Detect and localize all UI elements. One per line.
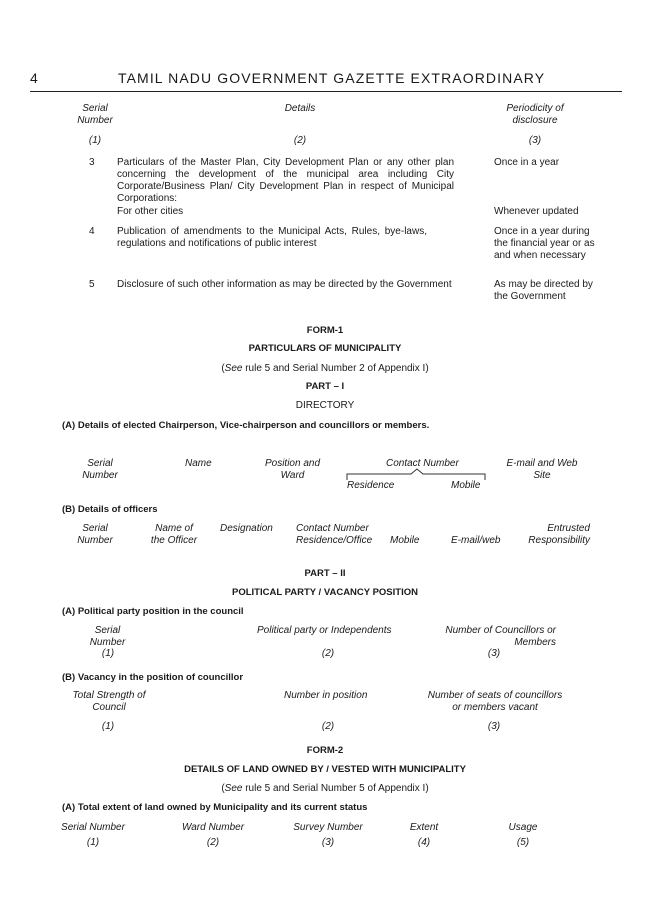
- t1-row3-details: Particulars of the Master Plan, City Development Plan or any other plan concerning the development of the municipal area including City Corporate/Business Plan/ City Development Plan in respect of Municipal Corporations:: [117, 157, 454, 204]
- t1-row4-details: Publication of amendments to the Municipal Acts, Rules, bye-laws, regulations and notifications of public interest: [117, 226, 427, 249]
- section-b-heading: (B) Details of officers: [62, 504, 158, 515]
- t1-num-3: (3): [528, 135, 542, 146]
- p2a-col-councillors: Number of Councillors or Members: [445, 625, 556, 648]
- p2a-num-2: (2): [321, 648, 335, 659]
- sa-col-position: Position and Ward: [264, 458, 321, 481]
- t1-col-serial: Serial Number: [77, 103, 113, 126]
- p2b-num-1: (1): [101, 721, 115, 732]
- p2b-col-vacant: Number of seats of councillors or members vacant: [427, 690, 563, 713]
- t1-row5-period: As may be directed by the Government: [494, 279, 593, 302]
- f2-col-usage: Usage: [508, 822, 538, 833]
- form1-rule-text: rule 5 and Serial Number 2 of Appendix I): [242, 363, 429, 374]
- sb-col-mobile: Mobile: [390, 535, 420, 546]
- p2b-num-3: (3): [487, 721, 501, 732]
- f2-num-3: (3): [321, 837, 335, 848]
- sb-col-email: E-mail/web: [451, 535, 501, 546]
- t1-col-details: Details: [284, 103, 316, 114]
- sa-col-name: Name: [185, 458, 212, 469]
- p2a-num-3: (3): [487, 648, 501, 659]
- p2b-col-position: Number in position: [284, 690, 368, 701]
- f2-col-serial: Serial Number: [61, 822, 125, 833]
- form1-subtitle: PARTICULARS OF MUNICIPALITY: [248, 343, 402, 354]
- p2a-col-serial: Serial Number: [89, 625, 126, 648]
- t1-row5-details: Disclosure of such other information as may be directed by the Government: [117, 279, 452, 290]
- header-rule: [30, 91, 622, 92]
- see-italic: See: [224, 363, 243, 374]
- part2-subtitle: POLITICAL PARTY / VACANCY POSITION: [232, 587, 418, 598]
- f2-col-ward: Ward Number: [181, 822, 245, 833]
- p2a-col-party: Political party or Independents: [257, 625, 392, 636]
- t1-col-period: Periodicity of disclosure: [506, 103, 564, 126]
- sa-col-serial: Serial Number: [82, 458, 118, 481]
- t1-row3b-period: Whenever updated: [494, 206, 579, 217]
- f2-num-1: (1): [86, 837, 100, 848]
- form1-rule-ref: (See rule 5 and Serial Number 2 of Appendix I): [221, 363, 429, 374]
- sb-col-entrusted: Entrusted Responsibility: [528, 523, 590, 546]
- p2a-heading: (A) Political party position in the council: [62, 606, 244, 617]
- form2-rule-text: rule 5 and Serial Number 5 of Appendix I): [242, 783, 429, 794]
- t1-row4-period: Once in a year during the financial year or as and when necessary: [494, 226, 595, 261]
- sb-col-designation: Designation: [220, 523, 273, 534]
- form1-title: FORM-1: [306, 325, 344, 336]
- f2-col-survey: Survey Number: [293, 822, 363, 833]
- p2b-heading: (B) Vacancy in the position of councillor: [62, 672, 244, 683]
- f2-num-5: (5): [516, 837, 530, 848]
- f2-col-extent: Extent: [409, 822, 439, 833]
- t1-row4-serial: 4: [89, 226, 95, 237]
- sb-col-contact: Contact Number Residence/Office: [296, 523, 373, 546]
- sb-col-serial: Serial Number: [77, 523, 113, 546]
- f2-num-4: (4): [417, 837, 431, 848]
- p2b-col-strength: Total Strength of Council: [72, 690, 146, 713]
- f2-num-2: (2): [206, 837, 220, 848]
- t1-row5-serial: 5: [89, 279, 95, 290]
- part2-title: PART – II: [304, 568, 346, 579]
- t1-row3-serial: 3: [89, 157, 95, 168]
- t1-num-1: (1): [88, 135, 102, 146]
- t1-row3-period: Once in a year: [494, 157, 560, 168]
- section-a-heading: (A) Details of elected Chairperson, Vice-chairperson and councillors or members.: [62, 420, 430, 431]
- sb-col-officer: Name of the Officer: [150, 523, 198, 546]
- part1-title: PART – I: [305, 381, 345, 392]
- page-number: 4: [30, 70, 38, 86]
- t1-num-2: (2): [293, 135, 307, 146]
- sa-col-email: E-mail and Web Site: [506, 458, 578, 481]
- sa-col-residence: Residence: [347, 480, 395, 491]
- t1-row3b-details: For other cities: [117, 206, 184, 217]
- p2a-num-1: (1): [101, 648, 115, 659]
- form2-title: FORM-2: [306, 745, 344, 756]
- p2b-num-2: (2): [321, 721, 335, 732]
- form2-section-a: (A) Total extent of land owned by Municipality and its current status: [62, 802, 368, 813]
- sa-col-contact: Contact Number: [386, 458, 459, 469]
- form2-subtitle: DETAILS OF LAND OWNED BY / VESTED WITH MUNICIPALITY: [184, 764, 466, 775]
- directory-label: DIRECTORY: [295, 400, 355, 411]
- see-italic-2: See: [224, 783, 243, 794]
- form2-rule-ref: (See rule 5 and Serial Number 5 of Appendix I): [221, 783, 429, 794]
- sa-col-mobile: Mobile: [451, 480, 481, 491]
- gazette-title: TAMIL NADU GOVERNMENT GAZETTE EXTRAORDINARY: [118, 70, 546, 86]
